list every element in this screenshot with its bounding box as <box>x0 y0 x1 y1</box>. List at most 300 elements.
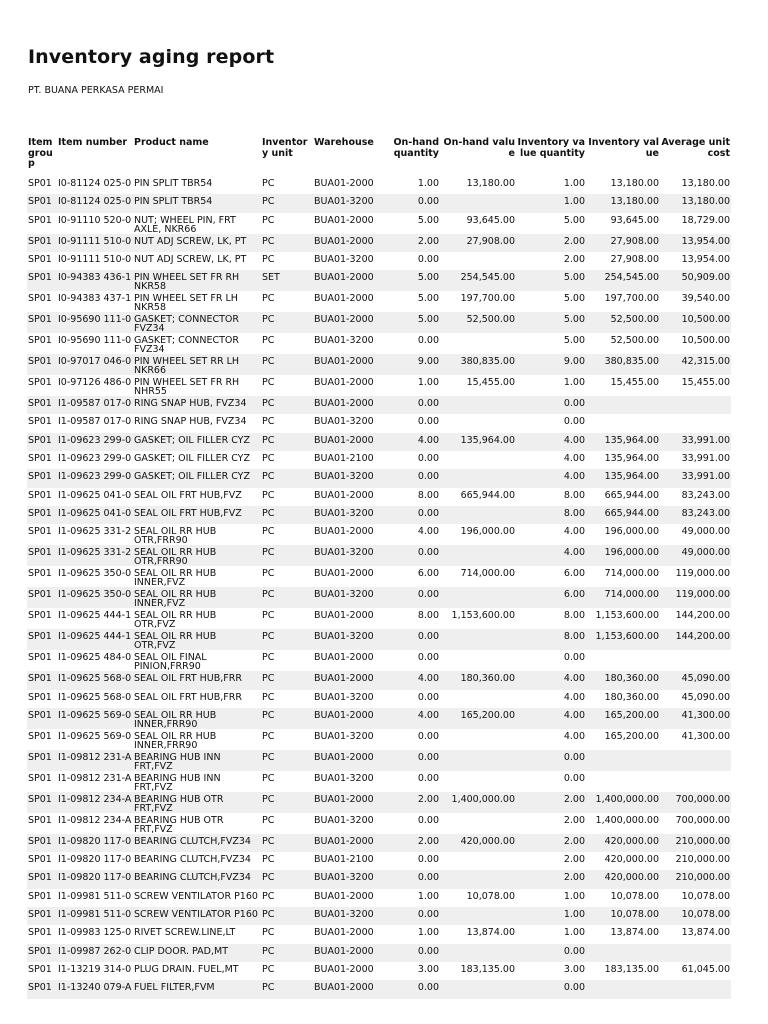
warehouse-cell: BUA01-2000 <box>314 377 374 389</box>
onhand-value-cell: 420,000.00 <box>440 834 516 852</box>
product-name-text: BEARING HUB INN FRT,FVZ <box>134 751 221 771</box>
product-name-text: SEAL OIL FRT HUB,FVZ <box>134 489 242 501</box>
table-row[interactable] <box>27 980 731 998</box>
product-name-cell <box>133 750 261 771</box>
inventory-value-quantity-cell: 8.00 <box>516 506 586 524</box>
onhand-value-cell: 197,700.00 <box>460 293 515 305</box>
warehouse-cell: BUA01-3200 <box>314 691 374 703</box>
onhand-value-cell: 15,455.00 <box>466 377 515 389</box>
item-number-cell: I0-95690 111-0 <box>58 335 132 347</box>
product-name-text: GASKET; OIL FILLER CYZ <box>134 434 250 446</box>
onhand-value-cell <box>440 451 516 469</box>
item-number-cell: I1-09623 299-0 <box>57 433 133 451</box>
product-name-text: BEARING CLUTCH,FVZ34 <box>134 835 251 847</box>
average-unit-cost-cell: 13,874.00 <box>681 927 730 939</box>
item-number-cell: I0-91110 520-0 <box>58 214 132 226</box>
col-onhand-value[interactable]: On-hand value <box>443 137 515 159</box>
onhand-quantity-cell: 1.00 <box>417 377 439 389</box>
item-group-cell: SP01 <box>27 312 57 333</box>
warehouse-cell: BUA01-3200 <box>314 253 374 265</box>
average-unit-cost-cell: 33,991.00 <box>660 433 731 451</box>
inventory-value-quantity-cell: 9.00 <box>516 354 586 375</box>
average-unit-cost-cell <box>660 414 731 432</box>
item-group-cell: SP01 <box>27 234 57 252</box>
average-unit-cost-cell: 33,991.00 <box>681 453 730 465</box>
inventory-value-quantity-cell: 5.00 <box>563 335 585 347</box>
table-row[interactable] <box>27 396 731 414</box>
table-row[interactable] <box>27 944 731 962</box>
product-name-text: FUEL FILTER,FVM <box>134 982 215 994</box>
inventory-unit-cell: PC <box>262 568 275 580</box>
inventory-value-quantity-cell: 0.00 <box>563 772 585 784</box>
average-unit-cost-cell: 144,200.00 <box>660 629 731 650</box>
average-unit-cost-cell: 700,000.00 <box>675 814 730 826</box>
warehouse-cell: BUA01-3200 <box>313 907 383 925</box>
item-group-cell: SP01 <box>28 489 52 501</box>
inventory-value-cell: 15,455.00 <box>610 377 659 389</box>
onhand-value-cell: 180,360.00 <box>440 671 516 689</box>
inventory-value-quantity-cell: 1.00 <box>563 178 585 189</box>
product-name-text: SCREW VENTILATOR P160 <box>134 890 258 902</box>
inventory-value-cell: 380,835.00 <box>586 354 660 375</box>
item-group-cell: SP01 <box>28 568 52 580</box>
onhand-value-cell <box>440 333 516 354</box>
inventory-value-cell: 714,000.00 <box>604 568 659 580</box>
table-row[interactable] <box>27 925 731 943</box>
product-name-cell <box>133 690 261 708</box>
average-unit-cost-cell: 45,090.00 <box>660 671 731 689</box>
onhand-value-cell: 665,944.00 <box>460 489 515 501</box>
item-number-cell: I1-09625 350-0 <box>57 587 133 608</box>
inventory-value-cell <box>586 980 660 998</box>
product-name-text: PIN WHEEL SET FR RH NKR58 <box>134 272 240 292</box>
table-row[interactable] <box>27 690 731 708</box>
product-name-text: SEAL OIL RR HUB INNER,FVZ <box>134 589 217 609</box>
onhand-quantity-cell: 5.00 <box>383 270 440 291</box>
product-name-text: SEAL OIL FRT HUB,FRR <box>134 673 242 685</box>
inventory-value-cell: 183,135.00 <box>604 963 659 975</box>
onhand-value-cell <box>440 194 516 212</box>
col-inventory-unit[interactable]: Inventory unit <box>262 137 308 159</box>
table-row[interactable] <box>27 333 731 354</box>
onhand-value-cell <box>440 729 516 750</box>
inventory-unit-cell: PC <box>262 253 275 265</box>
onhand-value-cell <box>440 907 516 925</box>
onhand-quantity-cell: 0.00 <box>417 691 439 703</box>
average-unit-cost-cell: 45,090.00 <box>681 691 730 703</box>
table-row[interactable] <box>27 312 731 333</box>
inventory-value-cell: 52,500.00 <box>586 312 660 333</box>
product-name-text: NUT ADJ SCREW, LK, PT <box>134 235 247 247</box>
average-unit-cost-cell: 61,045.00 <box>681 963 730 975</box>
product-name-text: PLUG DRAIN. FUEL,MT <box>134 963 239 975</box>
table-row[interactable] <box>27 608 731 629</box>
onhand-quantity-cell: 4.00 <box>383 433 440 451</box>
table-row[interactable] <box>27 870 731 888</box>
inventory-unit-cell: PC <box>262 214 275 226</box>
inventory-value-cell: 665,944.00 <box>604 489 659 501</box>
col-inventory-value-quantity[interactable]: Inventory value quantity <box>517 137 585 159</box>
item-number-cell: I1-09820 117-0 <box>57 834 133 852</box>
onhand-value-cell: 13,874.00 <box>466 927 515 939</box>
onhand-quantity-cell: 0.00 <box>383 750 440 771</box>
onhand-value-cell <box>440 506 516 524</box>
inventory-value-quantity-cell: 6.00 <box>563 568 585 580</box>
product-name-text: SEAL OIL RR HUB OTR,FVZ <box>134 610 217 630</box>
item-number-cell: I1-09625 569-0 <box>58 730 132 742</box>
inventory-unit-cell: PC <box>261 629 313 650</box>
product-name-text: SEAL OIL RR HUB OTR,FRR90 <box>134 547 217 567</box>
inventory-value-quantity-cell: 2.00 <box>563 854 585 866</box>
table-row[interactable] <box>27 962 731 980</box>
company-name: PT. BUANA PERKASA PERMAI <box>28 85 164 96</box>
average-unit-cost-cell: 10,078.00 <box>660 907 731 925</box>
warehouse-cell: BUA01-2100 <box>314 854 374 866</box>
item-number-cell: I1-09987 262-0 <box>57 944 133 962</box>
onhand-quantity-cell: 0.00 <box>417 652 439 664</box>
inventory-value-cell: 714,000.00 <box>586 587 660 608</box>
item-number-cell: I0-97017 046-0 <box>57 354 133 375</box>
table-row[interactable] <box>27 176 731 194</box>
item-group-cell: SP01 <box>28 526 52 538</box>
item-number-cell: I1-09625 444-1 <box>58 610 132 622</box>
warehouse-cell: BUA01-2000 <box>314 178 374 189</box>
onhand-quantity-cell: 0.00 <box>383 587 440 608</box>
table-row[interactable] <box>27 291 731 312</box>
col-item-number[interactable]: Item number <box>58 137 128 148</box>
onhand-value-cell: 10,078.00 <box>466 890 515 902</box>
inventory-unit-cell: PC <box>261 944 313 962</box>
product-name-text: PIN WHEEL SET FR LH NKR58 <box>134 293 238 313</box>
inventory-value-cell: 13,874.00 <box>610 927 659 939</box>
inventory-value-cell: 420,000.00 <box>604 854 659 866</box>
table-header <box>27 138 731 176</box>
item-group-cell: SP01 <box>28 416 52 428</box>
item-number-cell: I1-09812 234-A <box>58 814 132 826</box>
item-group-cell: SP01 <box>28 253 52 265</box>
onhand-quantity-cell: 9.00 <box>383 354 440 375</box>
average-unit-cost-cell: 210,000.00 <box>675 854 730 866</box>
product-name-cell <box>133 870 261 888</box>
onhand-quantity-cell: 1.00 <box>417 890 439 902</box>
onhand-quantity-cell: 4.00 <box>383 671 440 689</box>
table-row[interactable] <box>27 414 731 432</box>
onhand-quantity-cell: 0.00 <box>383 870 440 888</box>
onhand-quantity-cell: 0.00 <box>417 814 439 826</box>
table-row[interactable] <box>27 834 731 852</box>
product-name-text: PIN SPLIT TBR54 <box>134 196 213 208</box>
inventory-value-cell: 135,964.00 <box>586 433 660 451</box>
table-row[interactable] <box>27 270 731 291</box>
warehouse-cell: BUA01-2000 <box>313 354 383 375</box>
item-number-cell: I1-13240 079-A <box>57 980 133 998</box>
inventory-unit-cell: PC <box>261 194 313 212</box>
table-row[interactable] <box>27 451 731 469</box>
inventory-value-cell: 10,078.00 <box>610 890 659 902</box>
average-unit-cost-cell: 42,315.00 <box>660 354 731 375</box>
product-name-cell <box>133 451 261 469</box>
item-number-cell: I0-94383 436-1 <box>57 270 133 291</box>
average-unit-cost-cell: 39,540.00 <box>681 293 730 305</box>
inventory-value-quantity-cell: 0.00 <box>563 416 585 428</box>
product-name-cell <box>133 962 261 980</box>
inventory-value-cell: 180,360.00 <box>604 691 659 703</box>
item-number-cell: I1-09981 511-0 <box>58 890 132 902</box>
product-name-text: BEARING HUB OTR FRT,FVZ <box>134 793 224 813</box>
inventory-value-quantity-cell: 4.00 <box>516 671 586 689</box>
onhand-quantity-cell: 8.00 <box>417 489 439 501</box>
inventory-unit-cell: PC <box>261 545 313 566</box>
inventory-value-cell: 13,180.00 <box>586 194 660 212</box>
warehouse-cell: BUA01-2000 <box>314 927 374 939</box>
warehouse-cell: BUA01-3200 <box>314 814 374 826</box>
inventory-value-quantity-cell: 0.00 <box>516 750 586 771</box>
inventory-value-cell <box>586 414 660 432</box>
table-row[interactable] <box>27 566 731 587</box>
warehouse-cell: BUA01-3200 <box>313 629 383 650</box>
table-body <box>27 176 731 999</box>
average-unit-cost-cell <box>660 944 731 962</box>
onhand-quantity-cell: 0.00 <box>383 396 440 414</box>
item-group-cell: SP01 <box>27 907 57 925</box>
inventory-unit-cell: PC <box>262 854 275 866</box>
inventory-value-quantity-cell: 1.00 <box>563 890 585 902</box>
table-row[interactable] <box>27 852 731 870</box>
onhand-value-cell: 1,400,000.00 <box>440 792 516 813</box>
inventory-unit-cell: PC <box>261 506 313 524</box>
item-group-cell: SP01 <box>27 792 57 813</box>
table-row[interactable] <box>27 506 731 524</box>
inventory-unit-cell: PC <box>261 870 313 888</box>
product-name-cell <box>133 980 261 998</box>
onhand-quantity-cell: 0.00 <box>417 453 439 465</box>
inventory-value-quantity-cell: 2.00 <box>516 234 586 252</box>
header-row <box>27 138 731 176</box>
table-row[interactable] <box>27 524 731 545</box>
table-row[interactable] <box>27 469 731 487</box>
inventory-value-quantity-cell: 5.00 <box>563 293 585 305</box>
table-row[interactable] <box>27 194 731 212</box>
product-name-text: PIN SPLIT TBR54 <box>134 178 213 189</box>
product-name-cell <box>133 213 261 234</box>
item-number-cell: I1-09587 017-0 <box>57 396 133 414</box>
inventory-unit-cell: PC <box>262 526 275 538</box>
product-name-cell <box>133 524 261 545</box>
onhand-value-cell: 183,135.00 <box>460 963 515 975</box>
item-group-cell: SP01 <box>27 944 57 962</box>
col-inventory-value[interactable]: Inventory value <box>588 137 659 159</box>
inventory-value-cell: 93,645.00 <box>610 214 659 226</box>
item-number-cell: I1-09820 117-0 <box>58 854 132 866</box>
inventory-unit-cell: PC <box>261 433 313 451</box>
inventory-value-quantity-cell: 4.00 <box>516 708 586 729</box>
average-unit-cost-cell: 10,078.00 <box>681 890 730 902</box>
item-number-cell: I1-09623 299-0 <box>57 469 133 487</box>
onhand-quantity-cell: 0.00 <box>383 907 440 925</box>
inventory-unit-cell: PC <box>262 453 275 465</box>
inventory-unit-cell: PC <box>261 907 313 925</box>
product-name-text: RIVET SCREW.LINE,LT <box>134 927 236 939</box>
onhand-quantity-cell: 0.00 <box>417 730 439 742</box>
product-name-cell <box>133 587 261 608</box>
inventory-unit-cell: PC <box>261 750 313 771</box>
onhand-value-cell <box>440 629 516 650</box>
table-row[interactable] <box>27 433 731 451</box>
item-group-cell: SP01 <box>27 270 57 291</box>
onhand-quantity-cell: 0.00 <box>383 980 440 998</box>
table-row[interactable] <box>27 729 731 750</box>
product-name-cell <box>133 629 261 650</box>
warehouse-cell: BUA01-2100 <box>314 453 374 465</box>
onhand-value-cell <box>440 771 516 792</box>
warehouse-cell: BUA01-2000 <box>314 652 374 664</box>
inventory-value-quantity-cell: 5.00 <box>516 312 586 333</box>
warehouse-cell: BUA01-2000 <box>313 792 383 813</box>
table-row[interactable] <box>27 750 731 771</box>
inventory-value-quantity-cell: 2.00 <box>563 814 585 826</box>
average-unit-cost-cell: 33,991.00 <box>660 469 731 487</box>
inventory-value-quantity-cell: 1.00 <box>563 377 585 389</box>
average-unit-cost-cell: 41,300.00 <box>681 730 730 742</box>
inventory-table <box>27 138 731 999</box>
onhand-value-cell <box>440 414 516 432</box>
table-row[interactable] <box>27 234 731 252</box>
table-row[interactable] <box>27 354 731 375</box>
col-item-group[interactable]: Item group <box>28 137 53 169</box>
average-unit-cost-cell: 83,243.00 <box>681 489 730 501</box>
table-row[interactable] <box>27 813 731 834</box>
table-row[interactable] <box>27 889 731 907</box>
warehouse-cell: BUA01-3200 <box>313 870 383 888</box>
product-name-cell <box>133 194 261 212</box>
product-name-cell <box>133 252 261 270</box>
average-unit-cost-cell: 13,180.00 <box>681 178 730 189</box>
average-unit-cost-cell: 700,000.00 <box>660 792 731 813</box>
item-group-cell: SP01 <box>27 671 57 689</box>
product-name-cell <box>133 729 261 750</box>
col-warehouse[interactable]: Warehouse <box>314 137 374 148</box>
table-row[interactable] <box>27 907 731 925</box>
onhand-quantity-cell: 5.00 <box>417 214 439 226</box>
table-row[interactable] <box>27 708 731 729</box>
table-row[interactable] <box>27 771 731 792</box>
onhand-quantity-cell: 1.00 <box>417 927 439 939</box>
item-number-cell: I1-09587 017-0 <box>58 416 132 428</box>
product-name-cell <box>133 608 261 629</box>
onhand-quantity-cell: 2.00 <box>383 834 440 852</box>
inventory-value-quantity-cell: 2.00 <box>516 834 586 852</box>
product-name-cell <box>133 708 261 729</box>
warehouse-cell: BUA01-3200 <box>314 772 374 784</box>
warehouse-cell: BUA01-3200 <box>313 587 383 608</box>
product-name-cell <box>133 834 261 852</box>
inventory-value-cell: 1,400,000.00 <box>595 814 659 826</box>
product-name-text: PIN WHEEL SET RR LH NKR66 <box>134 356 240 376</box>
inventory-value-quantity-cell: 5.00 <box>516 270 586 291</box>
inventory-unit-cell: PC <box>261 792 313 813</box>
product-name-cell <box>133 907 261 925</box>
inventory-value-cell: 1,400,000.00 <box>586 792 660 813</box>
item-group-cell: SP01 <box>28 377 52 389</box>
inventory-value-cell <box>586 750 660 771</box>
table-row[interactable] <box>27 488 731 506</box>
warehouse-cell: BUA01-3200 <box>313 194 383 212</box>
warehouse-cell: BUA01-2000 <box>314 890 374 902</box>
col-product-name[interactable]: Product name <box>134 137 209 148</box>
inventory-value-quantity-cell: 5.00 <box>563 214 585 226</box>
item-number-cell: I0-97126 486-0 <box>58 377 132 389</box>
inventory-unit-cell: PC <box>262 772 275 784</box>
table-row[interactable] <box>27 792 731 813</box>
inventory-unit-cell: SET <box>261 270 313 291</box>
warehouse-cell: BUA01-2000 <box>313 270 383 291</box>
onhand-value-cell: 196,000.00 <box>460 526 515 538</box>
average-unit-cost-cell: 10,500.00 <box>660 312 731 333</box>
inventory-unit-cell: PC <box>262 963 275 975</box>
table-row[interactable] <box>27 671 731 689</box>
item-number-cell: I1-09625 569-0 <box>57 708 133 729</box>
item-group-cell: SP01 <box>28 691 52 703</box>
warehouse-cell: BUA01-2000 <box>313 944 383 962</box>
table-row[interactable] <box>27 629 731 650</box>
average-unit-cost-cell: 13,180.00 <box>660 194 731 212</box>
table-row[interactable] <box>27 252 731 270</box>
table-row[interactable] <box>27 213 731 234</box>
onhand-quantity-cell: 2.00 <box>383 792 440 813</box>
product-name-cell <box>133 234 261 252</box>
onhand-quantity-cell: 2.00 <box>383 234 440 252</box>
inventory-value-quantity-cell: 4.00 <box>516 545 586 566</box>
inventory-value-quantity-cell: 0.00 <box>516 980 586 998</box>
warehouse-cell: BUA01-2000 <box>313 980 383 998</box>
product-name-text: RING SNAP HUB, FVZ34 <box>134 416 247 428</box>
table-row[interactable] <box>27 587 731 608</box>
inventory-value-quantity-cell: 0.00 <box>516 396 586 414</box>
onhand-quantity-cell: 5.00 <box>417 293 439 305</box>
table-row[interactable] <box>27 375 731 396</box>
product-name-text: SEAL OIL FINAL PINION,FRR90 <box>134 652 207 672</box>
inventory-value-quantity-cell: 2.00 <box>516 792 586 813</box>
product-name-cell <box>133 176 261 194</box>
product-name-cell <box>133 925 261 943</box>
item-number-cell: I1-09820 117-0 <box>57 870 133 888</box>
product-name-cell <box>133 792 261 813</box>
item-number-cell: I0-94383 437-1 <box>58 293 132 305</box>
product-name-cell <box>133 333 261 354</box>
col-onhand-quantity[interactable]: On-hand quantity <box>393 137 439 159</box>
onhand-quantity-cell: 3.00 <box>417 963 439 975</box>
item-group-cell: SP01 <box>27 433 57 451</box>
product-name-cell <box>133 671 261 689</box>
average-unit-cost-cell: 13,954.00 <box>681 253 730 265</box>
col-average-unit-cost[interactable]: Average unit cost <box>661 137 730 159</box>
inventory-unit-cell: PC <box>261 980 313 998</box>
item-group-cell: SP01 <box>27 194 57 212</box>
onhand-value-cell <box>440 813 516 834</box>
warehouse-cell: BUA01-2000 <box>314 526 374 538</box>
average-unit-cost-cell: 210,000.00 <box>660 834 731 852</box>
table-row[interactable] <box>27 545 731 566</box>
onhand-value-cell <box>440 750 516 771</box>
onhand-quantity-cell: 8.00 <box>417 610 439 622</box>
onhand-value-cell <box>440 870 516 888</box>
product-name-cell <box>133 375 261 396</box>
onhand-value-cell: 52,500.00 <box>440 312 516 333</box>
product-name-cell <box>133 852 261 870</box>
item-number-cell: I1-09812 231-A <box>57 750 133 771</box>
average-unit-cost-cell: 18,729.00 <box>681 214 730 226</box>
table-row[interactable] <box>27 650 731 671</box>
